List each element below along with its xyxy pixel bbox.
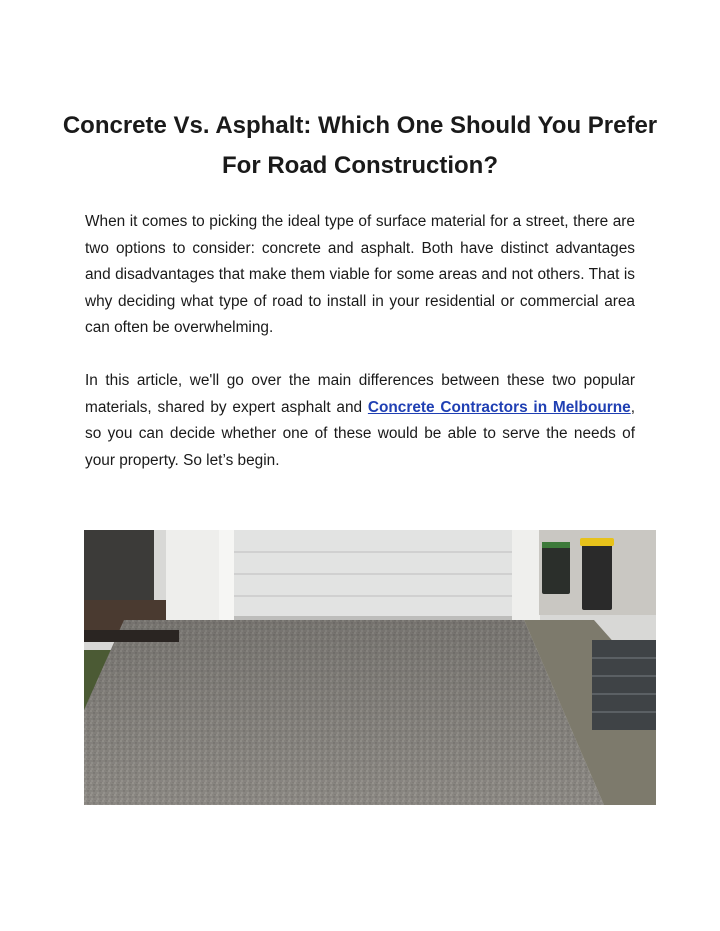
paragraph-text-after-link: , so you can decide whether one of these would be able to serve the needs of your property. So let’s begin. [85, 398, 635, 469]
second-paragraph [85, 368, 635, 474]
intro-paragraph: When it comes to picking the ideal type of surface material for a street, there are two options to consider: concrete and asphalt. Both have distinct advantages and disadvantages that make them viable for some areas and not others. That is why deciding what type of road to install in your residential or commercial area can often be overwhelming. [85, 213, 635, 337]
concrete-contractors-link[interactable]: Concrete Contractors in Melbourne [367, 398, 631, 416]
article-title: Concrete Vs. Asphalt: Which One Should You Prefer For Road Construction? [62, 112, 658, 179]
driveway-photo [84, 530, 656, 805]
paragraph-text-before-link: In this article, we'll go over the main differences between these two popular materials, shared by expert asphalt and [85, 372, 635, 416]
